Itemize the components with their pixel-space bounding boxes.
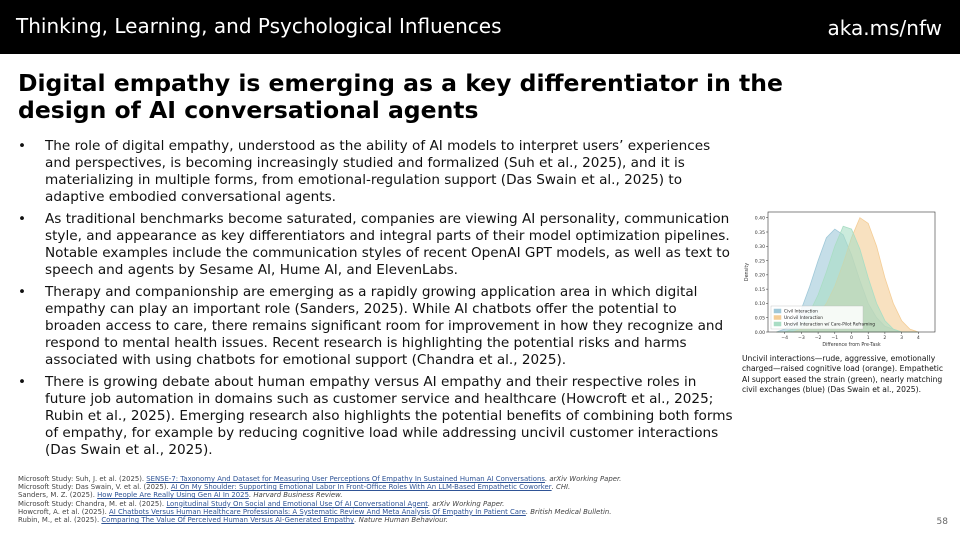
y-tick-label: 0.30 <box>754 245 765 251</box>
y-tick-label: 0.10 <box>754 302 765 308</box>
density-chart <box>740 206 940 354</box>
reference-item <box>18 491 778 499</box>
reference-item <box>18 516 778 524</box>
y-tick-label: 0.00 <box>754 330 765 336</box>
x-tick-label: −4 <box>781 336 789 341</box>
reference-item <box>18 475 778 483</box>
reference-author: Microsoft Study: Chandra, M. et al. (2025). <box>18 499 167 508</box>
y-tick-label: 0.40 <box>754 216 765 222</box>
reference-venue: . arXiv Working Paper. <box>427 499 505 508</box>
reference-link[interactable]: AI Chatbots Versus Human Healthcare Professionals: A Systematic Review And Meta Analysis Of Empathy In Patient Care <box>109 507 526 516</box>
reference-item <box>18 483 778 491</box>
x-tick-label: 4 <box>916 336 920 341</box>
references <box>18 475 778 524</box>
reference-item <box>18 500 778 508</box>
x-tick-label: 3 <box>900 336 904 341</box>
reference-link[interactable]: AI On My Shoulder: Supporting Emotional Labor In Front-Office Roles With An LLM-Based Empathetic Coworker <box>170 483 552 492</box>
slide-title: Digital empathy is emerging as a key differentiator in the design of AI conversational agents <box>18 69 783 124</box>
bullet-text: There is growing debate about human empathy versus AI empathy and their respective roles in future job automation in domains such as customer service and healthcare (Howcroft et al., 2025; Rubin et al., 2025). Emerging research also highlights the potential benefits of combining both forms of empathy, for example by reducing cognitive load while addressing uncivil customer interactions (Das Swain et al., 2025). <box>45 374 733 458</box>
x-tick-label: −2 <box>814 336 822 341</box>
legend-label: Uncivil Interaction <box>784 316 824 322</box>
reference-link[interactable]: SENSE-7: Taxonomy And Dataset for Measuring User Perceptions Of Empathy In Sustained Human AI Conversations <box>146 475 545 483</box>
x-tick-label: −3 <box>798 336 805 341</box>
figure-caption: Uncivil interactions—rude, aggressive, emotionally charged—raised cognitive load (orange). Empathetic AI support eased the strain (green), nearly matching civil exchanges (blue) (Das Swain et al., 2025). <box>742 354 944 394</box>
bullet-marker: • <box>18 284 27 300</box>
legend-swatch <box>774 309 781 313</box>
bullet-marker: • <box>18 138 27 154</box>
reference-author: Microsoft Study: Suh, J. et al. (2025). <box>18 475 147 483</box>
x-tick-label: 2 <box>883 336 887 341</box>
reference-venue: . CHI. <box>551 483 571 492</box>
reference-link[interactable]: Comparing The Value Of Perceived Human Versus AI-Generated Empathy <box>101 516 355 525</box>
section-title: Thinking, Learning, and Psychological Influences <box>16 14 502 38</box>
bullet-item <box>18 138 733 206</box>
reference-venue: . Harvard Business Review. <box>248 491 343 500</box>
y-tick-label: 0.20 <box>754 273 765 279</box>
y-tick-label: 0.25 <box>754 259 765 265</box>
bullet-item <box>18 374 733 459</box>
reference-venue: . arXiv Working Paper. <box>544 475 622 483</box>
bullet-item <box>18 211 733 279</box>
legend-label: Uncivil Interaction w/ Care-Pilot Reframing <box>784 322 875 328</box>
x-tick-label: 1 <box>866 336 870 341</box>
reference-venue: . British Medical Bulletin. <box>525 507 612 516</box>
section-header-bar <box>0 0 960 54</box>
reference-author: Sanders, M. Z. (2025). <box>18 491 98 500</box>
reference-venue: . Nature Human Behaviour. <box>354 516 448 525</box>
reference-item <box>18 508 778 516</box>
bullet-text: Therapy and companionship are emerging as a rapidly growing application area in which digital empathy can play an important role (Sanders, 2025). While AI chatbots offer the potential to broaden access to care, there remains significant room for improvement in how they recognize and respond to mental health issues. Recent research is highlighting the potential risks and harms associated with using chatbots for emotional support (Chandra et al., 2025). <box>45 284 724 368</box>
y-axis-label: Density <box>745 262 750 282</box>
legend-swatch <box>774 322 781 326</box>
page-number: 58 <box>936 517 948 527</box>
reference-author: Howcroft, A. et al. (2025). <box>18 507 110 516</box>
header-link[interactable]: aka.ms/nfw <box>827 16 942 40</box>
x-tick-label: −1 <box>831 336 839 341</box>
reference-link[interactable]: How People Are Really Using Gen AI In 2025 <box>97 491 249 500</box>
reference-link[interactable]: Longitudinal Study On Social and Emotional Use Of AI Conversational Agent <box>166 499 428 508</box>
reference-author: Rubin, M., et al. (2025). <box>18 516 102 525</box>
x-tick-label: 0 <box>850 336 853 341</box>
bullet-text: As traditional benchmarks become saturated, companies are viewing AI personality, communication style, and appearance as key differentiators and integral parts of their model optimization pipelines. Notable examples include the communication styles of recent OpenAI GPT models, as well as text to speech and agents by Sesame AI, Hume AI, and ElevenLabs. <box>45 211 730 278</box>
reference-author: Microsoft Study: Das Swain, V. et al. (2025). <box>18 483 171 492</box>
bullet-marker: • <box>18 211 27 227</box>
legend-swatch <box>774 316 781 320</box>
bullet-text: The role of digital empathy, understood as the ability of AI models to interpret users’ experiences and perspectives, is becoming increasingly studied and formalized (Suh et al., 2025), and it is materializing in multiple forms, from emotional-regulation support (Das Swain et al., 2025) to adaptive embodied conversational agents. <box>45 138 711 205</box>
legend-label: Civil Interaction <box>784 309 818 315</box>
x-axis-label: Difference from Pre-Task <box>822 343 881 348</box>
bullet-list <box>18 138 733 464</box>
bullet-marker: • <box>18 374 27 390</box>
y-tick-label: 0.15 <box>754 287 765 293</box>
y-tick-label: 0.35 <box>754 230 765 236</box>
y-tick-label: 0.05 <box>754 316 765 322</box>
bullet-item <box>18 284 733 369</box>
